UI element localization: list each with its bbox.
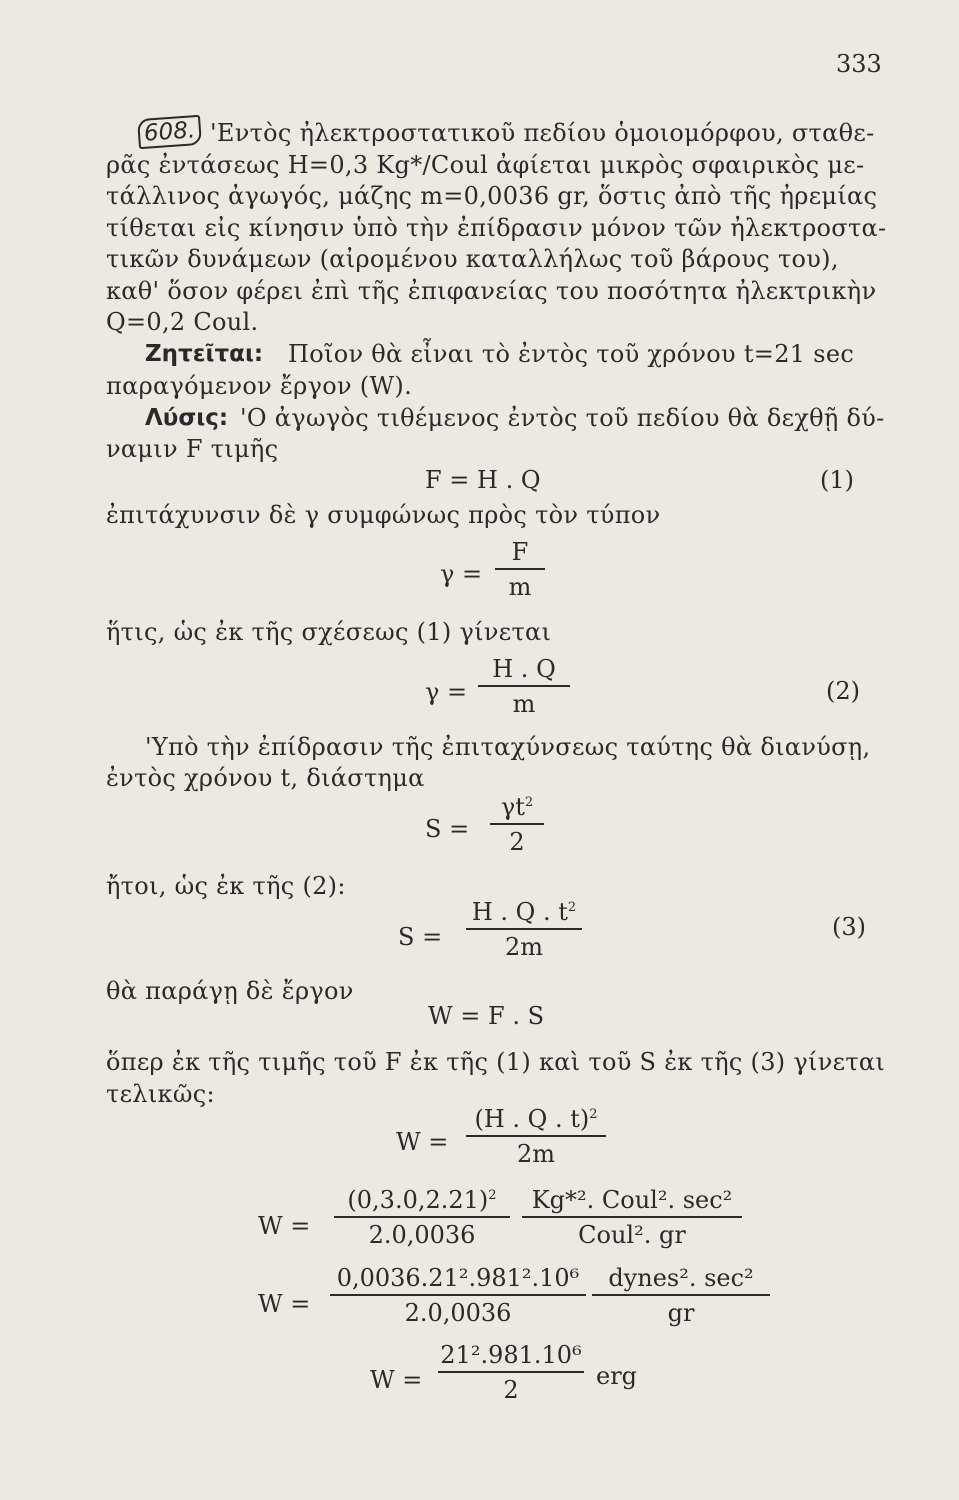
fraction-bar <box>466 1135 606 1137</box>
w4-fraction <box>438 1343 584 1402</box>
text-which: ἥτις, ὡς ἐκ τῆς σχέσεως (1) γίνεται <box>106 618 552 646</box>
s-lhs: S = <box>425 815 470 843</box>
w1-numerator <box>474 1107 597 1131</box>
gamma-fraction <box>495 540 545 599</box>
fraction-bar <box>495 568 545 570</box>
text-final-2: τελικῶς: <box>106 1080 215 1108</box>
s2-numerator <box>472 900 576 924</box>
text-work: θὰ παράγῃ δὲ ἔργον <box>106 977 354 1005</box>
gamma2-numerator: H . Q <box>492 655 556 683</box>
w4-lhs: W = <box>370 1366 423 1394</box>
s-numerator <box>501 795 533 819</box>
fraction-bar <box>330 1294 586 1296</box>
solution-label: Λύσις: <box>145 405 229 431</box>
s-fraction <box>490 795 544 854</box>
equation-w: W = F . S <box>428 1002 545 1030</box>
fraction-bar <box>522 1216 742 1218</box>
equation-1: F = H . Q <box>425 466 541 494</box>
s2-lhs: S = <box>398 923 443 951</box>
asked-text-2: παραγόμενον ἔργον (W). <box>106 372 413 400</box>
gamma2-denominator: m <box>512 689 536 718</box>
w1-numerator-exponent: 2 <box>589 1107 598 1122</box>
solution-text-2: ναμιν F τιμῆς <box>106 435 279 463</box>
s2-numerator-base: H . Q . t <box>471 898 568 926</box>
w2-fraction <box>334 1188 510 1247</box>
w3-units-fraction <box>592 1266 770 1325</box>
text-under-1: 'Υπὸ τὴν ἐπίδρασιν τῆς ἐπιταχύνσεως ταύτης θὰ διανύσῃ, <box>145 733 871 761</box>
w3-unit-denominator: gr <box>667 1298 695 1327</box>
w1-numerator-base: (H . Q . t) <box>474 1105 590 1133</box>
problem-line-3: τάλλινος ἀγωγός, μάζης m=0,0036 gr, ὅστις ἀπὸ τῆς ἠρεμίας <box>106 182 878 210</box>
fraction-bar <box>466 928 582 930</box>
w2-numerator-exponent: 2 <box>488 1188 497 1203</box>
gamma2-lhs: γ = <box>425 678 468 706</box>
w1-denominator: 2m <box>516 1139 556 1168</box>
s-denominator: 2 <box>509 827 525 856</box>
w3-fraction <box>330 1266 586 1325</box>
w2-unit-numerator: Kg*². Coul². sec² <box>531 1186 733 1214</box>
fraction-bar <box>334 1216 510 1218</box>
w1-lhs: W = <box>396 1128 449 1156</box>
w2-numerator <box>347 1188 496 1212</box>
w2-unit-denominator: Coul². gr <box>578 1220 686 1249</box>
problem-line-7: Q=0,2 Coul. <box>106 308 259 336</box>
gamma2-fraction <box>478 657 570 716</box>
s2-denominator: 2m <box>504 932 544 961</box>
gamma-numerator: F <box>511 538 529 566</box>
page-number: 333 <box>836 50 882 78</box>
problem-line-4: τίθεται εἰς κίνησιν ὑπὸ τὴν ἐπίδρασιν μόνον τῶν ἠλεκτροστα- <box>106 214 887 242</box>
s2-numerator-exponent: 2 <box>567 900 577 915</box>
w3-unit-numerator: dynes². sec² <box>608 1264 754 1292</box>
text-ie: ἤτοι, ὡς ἐκ τῆς (2): <box>106 872 346 900</box>
w4-numerator: 21².981.10⁶ <box>440 1341 582 1369</box>
w4-denominator: 2 <box>503 1375 519 1404</box>
w3-lhs: W = <box>258 1290 311 1318</box>
text-final-1: ὅπερ ἐκ τῆς τιμῆς τοῦ F ἐκ τῆς (1) καὶ τοῦ S ἐκ τῆς (3) γίνεται <box>106 1048 886 1076</box>
gamma-denominator: m <box>508 572 532 601</box>
problem-line-1: 'Εντὸς ἠλεκτροστατικοῦ πεδίου ὁμοιομόρφου, σταθε- <box>210 119 875 147</box>
text-under-2: ἐντὸς χρόνου t, διάστημα <box>106 764 425 792</box>
text-acceleration: ἐπιτάχυνσιν δὲ γ συμφώνως πρὸς τὸν τύπον <box>106 501 661 529</box>
fraction-bar <box>592 1294 770 1296</box>
problem-line-6: καθ' ὅσον φέρει ἐπὶ τῆς ἐπιφανείας του ποσότητα ἠλεκτρικὴν <box>106 277 877 305</box>
w2-numerator-base: (0,3.0,2.21) <box>347 1186 489 1214</box>
w3-denominator: 2.0,0036 <box>404 1298 512 1327</box>
s-numerator-base: γt <box>500 793 525 821</box>
problem-line-5: τικῶν δυνάμεων (αἰρομένου καταλλήλως τοῦ βάρους του), <box>106 245 839 273</box>
solution-text: 'Ο ἀγωγὸς τιθέμενος ἐντὸς τοῦ πεδίου θὰ δεχθῇ δύ- <box>240 404 885 432</box>
asked-label: Ζητεῖται: <box>145 341 264 367</box>
w1-fraction <box>466 1107 606 1166</box>
s-numerator-exponent: 2 <box>524 795 534 810</box>
w2-units-fraction <box>522 1188 742 1247</box>
problem-line-2: ρᾶς ἐντάσεως H=0,3 Kg*/Coul ἀφίεται μικρὸς σφαιρικὸς με- <box>106 151 865 179</box>
w4-unit: erg <box>596 1362 638 1390</box>
w3-numerator: 0,0036.21².981².10⁶ <box>336 1264 580 1292</box>
asked-text: Ποῖον θὰ εἶναι τὸ ἐντὸς τοῦ χρόνου t=21 sec <box>288 340 855 368</box>
gamma-lhs: γ = <box>440 560 483 588</box>
equation-3-tag: (3) <box>832 913 866 941</box>
fraction-bar <box>490 823 544 825</box>
fraction-bar <box>478 685 570 687</box>
fraction-bar <box>438 1371 584 1373</box>
equation-1-tag: (1) <box>820 466 854 494</box>
w2-denominator: 2.0,0036 <box>368 1220 476 1249</box>
problem-number-badge: 608. <box>137 115 202 149</box>
s2-fraction <box>466 900 582 959</box>
w2-lhs: W = <box>258 1212 311 1240</box>
equation-2-tag: (2) <box>826 677 860 705</box>
